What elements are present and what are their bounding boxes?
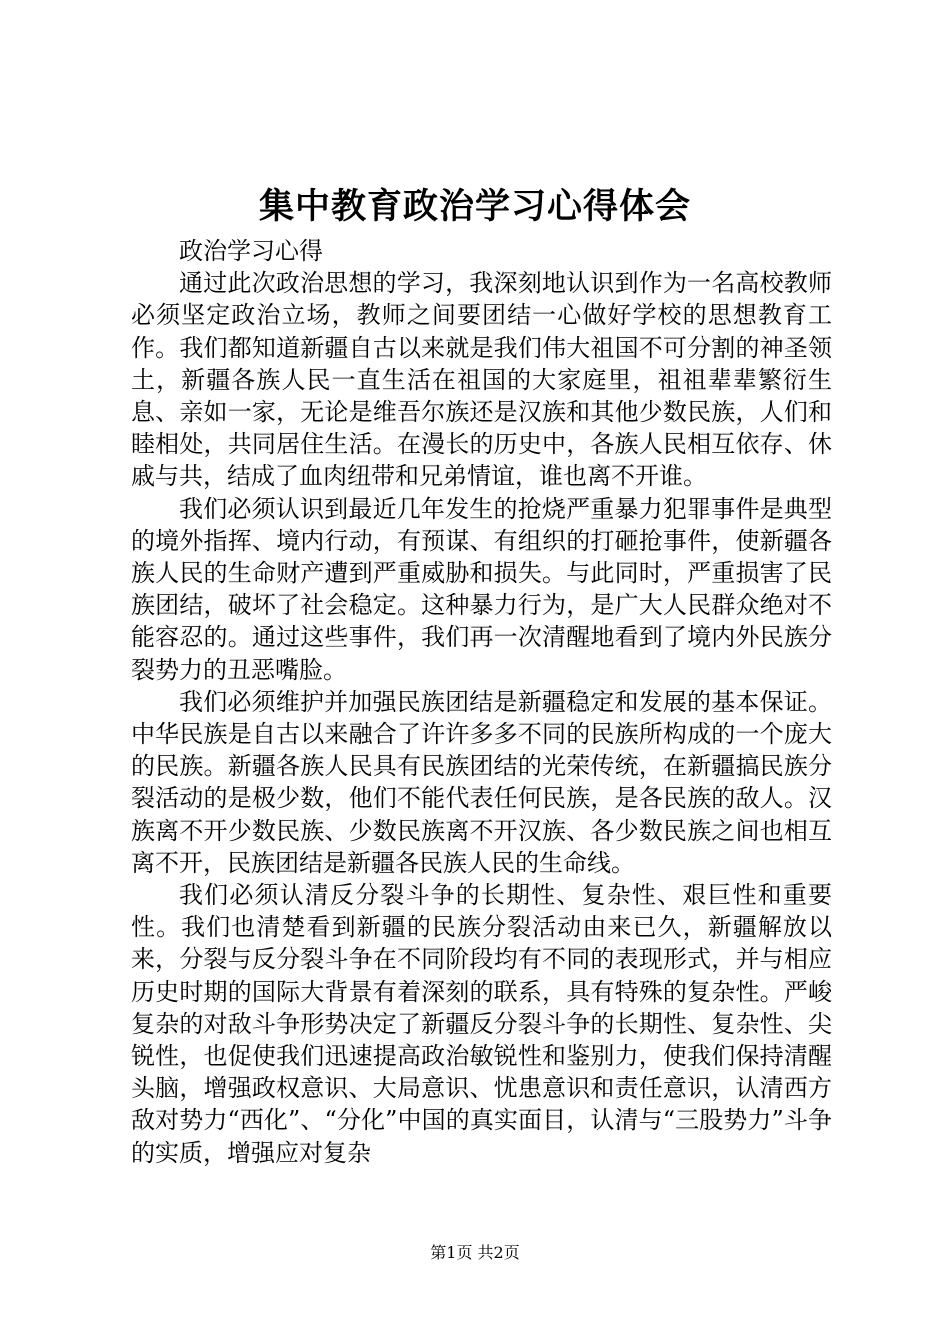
paragraph-2: 我们必须认识到最近几年发生的抢烧严重暴力犯罪事件是典型的境外指挥、境内行动，有预谋、有组织的打砸抢事件，使新疆各族人民的生命财产遭到严重威胁和损失。与此同时，严重损害了民族团结，破坏了社会稳定。这种暴力行为，是广大人民群众绝对不能容忍的。通过这些事件，我们再一次清醒地看到了境内外民族分裂势力的丑恶嘴脸。	[131, 494, 832, 684]
document-title: 集中教育政治学习心得体会	[258, 186, 691, 227]
document-body	[131, 235, 832, 1169]
page-footer: 第1页 共2页	[430, 1243, 520, 1262]
paragraph-4: 我们必须认清反分裂斗争的长期性、复杂性、艰巨性和重要性。我们也清楚看到新疆的民族分裂活动由来已久，新疆解放以来，分裂与反分裂斗争在不同阶段均有不同的表现形式，并与相应历史时期的国际大背景有着深刻的联系，具有特殊的复杂性。严峻复杂的对敌斗争形势决定了新疆反分裂斗争的长期性、复杂性、尖锐性，也促使我们迅速提高政治敏锐性和鉴别力，使我们保持清醒头脑，增强政权意识、大局意识、忧患意识和责任意识，认清西方敌对势力“西化”、“分化”中国的真实面目，认清与“三股势力”斗争的实质，增强应对复杂	[131, 881, 832, 1167]
paragraph-3: 我们必须维护并加强民族团结是新疆稳定和发展的基本保证。中华民族是自古以来融合了许许多多不同的民族所构成的一个庞大的民族。新疆各族人民具有民族团结的光荣传统，在新疆搞民族分裂活动的是极少数，他们不能代表任何民族，是各民族的敌人。汉族离不开少数民族、少数民族离不开汉族、各少数民族之间也相互离不开，民族团结是新疆各民族人民的生命线。	[131, 687, 832, 877]
paragraph-1: 通过此次政治思想的学习，我深刻地认识到作为一名高校教师必须坚定政治立场，教师之间要团结一心做好学校的思想教育工作。我们都知道新疆自古以来就是我们伟大祖国不可分割的神圣领土，新疆各族人民一直生活在祖国的大家庭里，祖祖辈辈繁衍生息、亲如一家，无论是维吾尔族还是汉族和其他少数民族，人们和睦相处，共同居住生活。在漫长的历史中，各族人民相互依存、休戚与共，结成了血肉纽带和兄弟情谊，谁也离不开谁。	[131, 269, 832, 491]
document-subtitle: 政治学习心得	[179, 237, 323, 265]
